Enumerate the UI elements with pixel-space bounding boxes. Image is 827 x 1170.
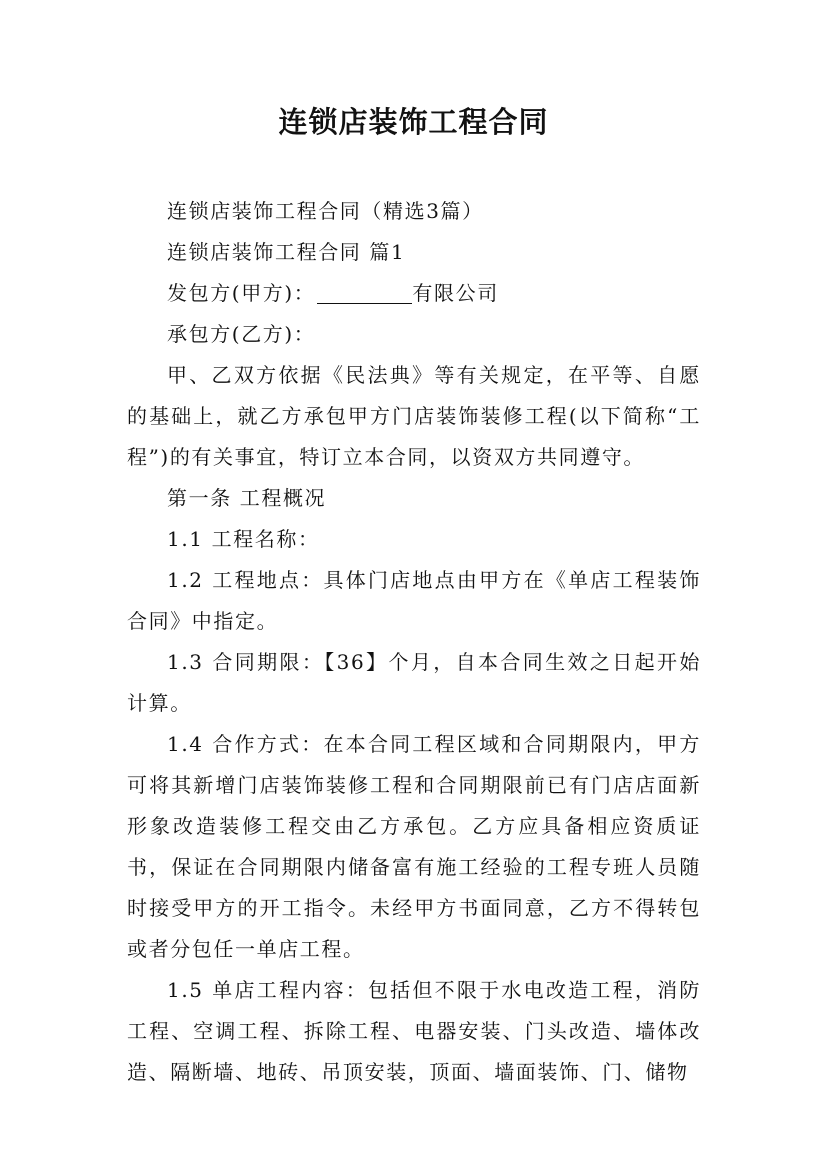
party-a-blank-underline: [317, 279, 412, 304]
document-body: [127, 191, 701, 1093]
subtitle-line: 连锁店装饰工程合同（精选3篇）: [167, 199, 484, 223]
preamble-paragraph: 甲、乙双方依据《民法典》等有关规定，在平等、自愿的基础上，就乙方承包甲方门店装饰装修工程(以下简称“工程”)的有关事宜，特订立本合同，以资双方共同遵守。: [127, 363, 701, 469]
clause-1-2: 1.2 工程地点：具体门店地点由甲方在《单店工程装饰合同》中指定。: [127, 568, 701, 633]
clause-1-5: 1.5 单店工程内容：包括但不限于水电改造工程，消防工程、空调工程、拆除工程、电器安装、门头改造、墙体改造、隔断墙、地砖、吊顶安装，顶面、墙面装饰、门、储物: [127, 978, 701, 1084]
party-b-line: 承包方(乙方)：: [167, 322, 316, 346]
clause-1-4: 1.4 合作方式：在本合同工程区域和合同期限内，甲方可将其新增门店装饰装修工程和合同期限前已有门店店面新形象改造装修工程交由乙方承包。乙方应具备相应资质证书，保证在合同期限内储备富有施工经验的工程专班人员随时接受甲方的开工指令。未经甲方书面同意，乙方不得转包或者分包任一单店工程。: [127, 732, 701, 961]
party-a-label: 发包方(甲方)：: [167, 281, 316, 305]
clause-1-3: 1.3 合同期限：【36】个月，自本合同生效之日起开始计算。: [127, 650, 701, 715]
party-a-suffix: 有限公司: [412, 281, 499, 305]
clause-1-1: 1.1 工程名称：: [167, 527, 320, 551]
party-a-line: [127, 273, 701, 314]
article-1-heading: 第一条 工程概况: [167, 486, 327, 510]
part-heading: 连锁店装饰工程合同 篇1: [167, 240, 406, 264]
document-title: 连锁店装饰工程合同: [278, 105, 549, 139]
